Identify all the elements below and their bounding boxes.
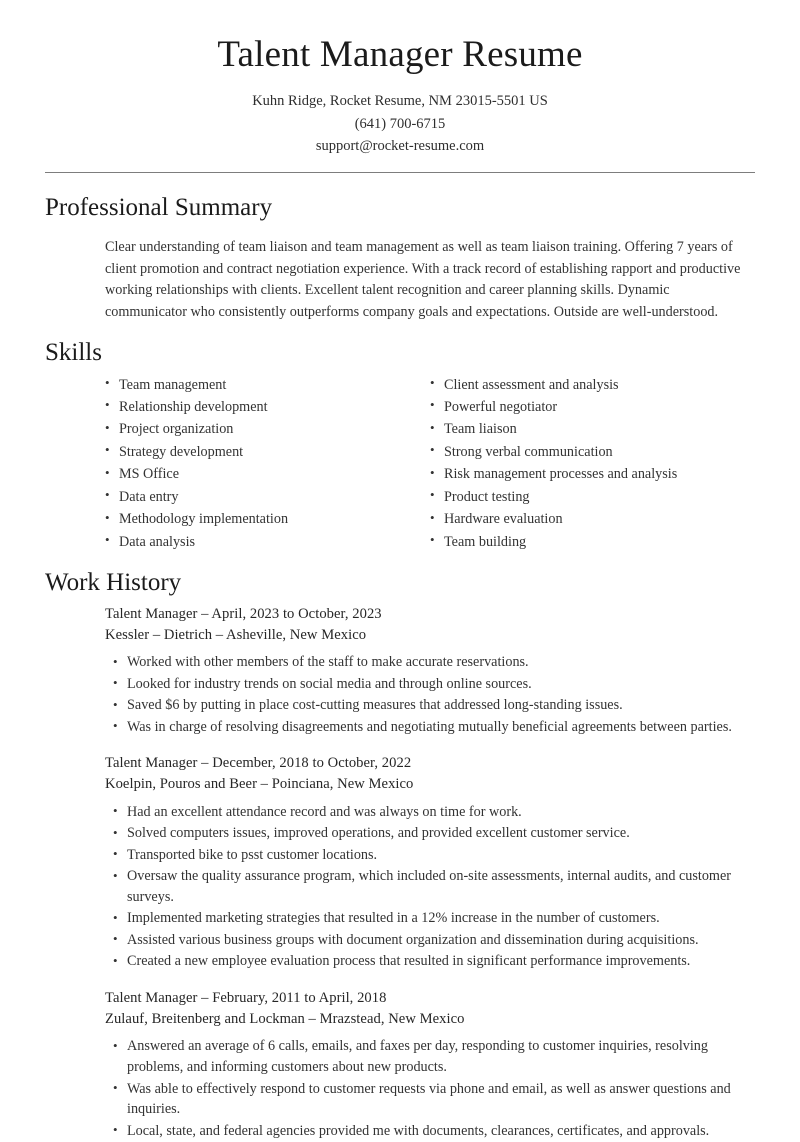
skill-item: • Strong verbal communication xyxy=(430,441,755,463)
work-history-entry xyxy=(105,988,752,1142)
job-responsibility-list xyxy=(105,652,752,737)
skills-columns xyxy=(105,374,755,554)
job-responsibility-item: • Saved $6 by putting in place cost-cutting measures that addressed long-standing issues. xyxy=(105,695,752,716)
section-skills xyxy=(0,338,800,554)
skill-item: • Team building xyxy=(430,531,755,553)
job-responsibility-item: • Solved computers issues, improved operations, and provided excellent customer service. xyxy=(105,823,752,844)
resume-header xyxy=(0,0,800,158)
job-company-line: Zulauf, Breitenberg and Lockman – Mrazstead, New Mexico xyxy=(105,1010,465,1027)
job-responsibility-item: • Implemented marketing strategies that resulted in a 12% increase in the number of customers. xyxy=(105,908,752,929)
section-heading-work-history: Work History xyxy=(45,569,182,597)
contact-address: Kuhn Ridge, Rocket Resume, NM 23015-5501 US xyxy=(252,93,548,110)
skill-item: • Relationship development xyxy=(105,396,430,418)
job-company-line: Kessler – Dietrich – Asheville, New Mexico xyxy=(105,626,367,643)
skill-item: • Product testing xyxy=(430,486,755,508)
section-heading-skills: Skills xyxy=(45,338,102,366)
job-responsibility-item: • Looked for industry trends on social media and through online sources. xyxy=(105,674,752,695)
job-responsibility-item: • Worked with other members of the staff to make accurate reservations. xyxy=(105,652,752,673)
job-company-line: Koelpin, Pouros and Beer – Poinciana, New Mexico xyxy=(105,776,414,793)
job-responsibility-item: • Answered an average of 6 calls, emails, and faxes per day, responding to customer inquiries, resolving problems, and informing customers about new products. xyxy=(105,1036,752,1078)
job-responsibility-item: • Transported bike to psst customer locations. xyxy=(105,845,752,866)
section-heading-professional-summary: Professional Summary xyxy=(45,193,273,221)
section-professional-summary xyxy=(0,193,800,324)
skill-item: • Strategy development xyxy=(105,441,430,463)
professional-summary-text: Clear understanding of team liaison and team management as well as team liaison training. Offering 7 years of client promotion and contract negotiation experience. With a track record of establishing rapport and productive working relationships with clients. Excellent talent recognition and career planning skills. Dynamic communicator who consistently outperforms company goals and expectations. Outside are well-understood. xyxy=(105,239,741,320)
section-work-history xyxy=(0,568,800,1142)
skill-item: • Project organization xyxy=(105,418,430,440)
skills-column-left xyxy=(105,374,430,554)
skill-item: • Data entry xyxy=(105,486,430,508)
work-history-entry xyxy=(105,753,752,971)
work-history-entry xyxy=(105,604,752,737)
skill-item: • MS Office xyxy=(105,463,430,485)
page-title: Talent Manager Resume xyxy=(217,34,583,75)
work-history-list xyxy=(45,604,755,1142)
skills-column-right xyxy=(430,374,755,554)
job-responsibility-item: • Created a new employee evaluation process that resulted in significant performance improvements. xyxy=(105,951,752,972)
skill-item: • Team management xyxy=(105,374,430,396)
skills-list-left xyxy=(105,374,430,554)
job-title-line: Talent Manager – December, 2018 to October, 2022 xyxy=(105,755,412,772)
skills-list-right xyxy=(430,374,755,554)
job-title-line: Talent Manager – April, 2023 to October, 2023 xyxy=(105,606,382,623)
job-responsibility-item: • Assisted various business groups with document organization and dissemination during acquisitions. xyxy=(105,930,752,951)
job-responsibility-item: • Had an excellent attendance record and was always on time for work. xyxy=(105,802,752,823)
job-title-line: Talent Manager – February, 2011 to April, 2018 xyxy=(105,989,387,1006)
contact-phone: (641) 700-6715 xyxy=(354,115,446,132)
header-divider xyxy=(45,172,755,173)
job-responsibility-item: • Local, state, and federal agencies provided me with documents, clearances, certificates, and approvals. xyxy=(105,1121,752,1142)
contact-email: support@rocket-resume.com xyxy=(315,138,485,155)
skill-item: • Hardware evaluation xyxy=(430,508,755,530)
skill-item: • Client assessment and analysis xyxy=(430,374,755,396)
job-responsibility-list xyxy=(105,802,752,972)
job-responsibility-list xyxy=(105,1036,752,1141)
skill-item: • Methodology implementation xyxy=(105,508,430,530)
job-responsibility-item: • Oversaw the quality assurance program, which included on-site assessments, internal audits, and customer surveys. xyxy=(105,866,752,908)
skill-item: • Risk management processes and analysis xyxy=(430,463,755,485)
skill-item: • Powerful negotiator xyxy=(430,396,755,418)
job-responsibility-item: • Was in charge of resolving disagreements and negotiating mutually beneficial agreements between parties. xyxy=(105,717,752,738)
skill-item: • Team liaison xyxy=(430,418,755,440)
skill-item: • Data analysis xyxy=(105,531,430,553)
job-responsibility-item: • Was able to effectively respond to customer requests via phone and email, as well as answer questions and inquiries. xyxy=(105,1079,752,1121)
